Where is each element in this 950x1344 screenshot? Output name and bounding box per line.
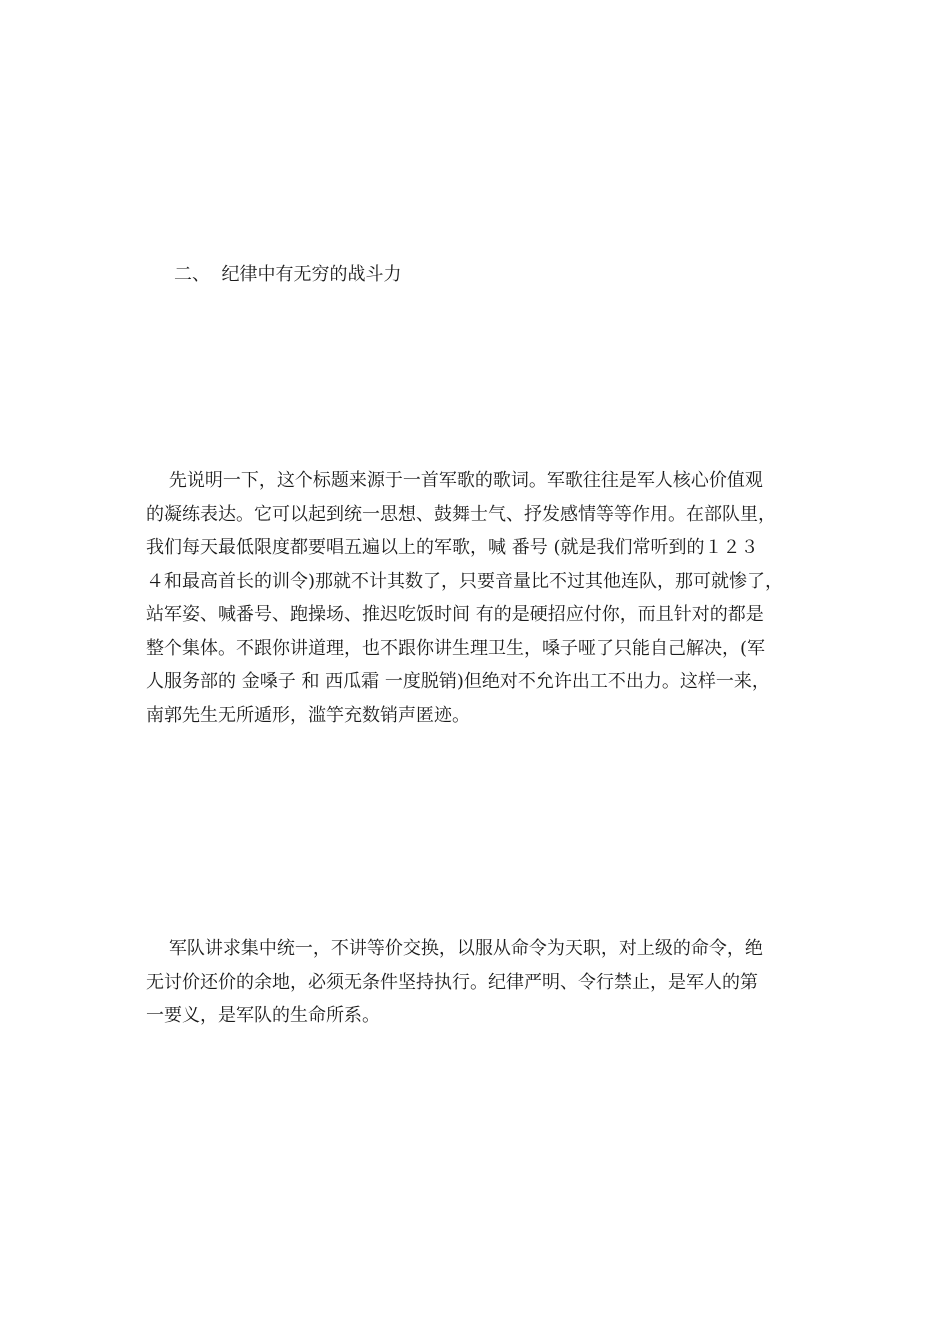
paragraph-1 — [146, 464, 816, 732]
section-heading: 二、 纪律中有无穷的战斗力 — [174, 264, 402, 285]
paragraph-line: 先说明一下，这个标题来源于一首军歌的歌词。军歌往往是军人核心价值观 — [146, 470, 763, 491]
paragraph-line: 整个集体。不跟你讲道理，也不跟你讲生理卫生，嗓子哑了只能自己解决，(军 — [146, 637, 766, 659]
paragraph-line: 人服务部的 金嗓子 和 西瓜霜 一度脱销)但绝对不允许出工不出力。这样一来， — [146, 671, 770, 692]
paragraph-line: 的凝练表达。它可以起到统一思想、鼓舞士气、抒发感情等等作用。在部队里， — [146, 503, 776, 525]
paragraph-line: 无讨价还价的余地，必须无条件坚持执行。纪律严明、令行禁止，是军人的第 — [146, 971, 758, 993]
paragraph-line: 一要义，是军队的生命所系。 — [146, 1005, 380, 1026]
paragraph-line: ４和最高首长的训令)那就不计其数了，只要音量比不过其他连队，那可就惨了， — [146, 570, 784, 592]
paragraph-line: 站军姿、喊番号、跑操场、推迟吃饭时间 有的是硬招应付你，而且针对的都是 — [146, 604, 764, 625]
paragraph-line: 南郭先生无所遁形，滥竽充数销声匿迹。 — [146, 704, 470, 726]
paragraph-2 — [146, 932, 816, 1033]
paragraph-line: 我们每天最低限度都要唱五遍以上的军歌，喊 番号 (就是我们常听到的１２３ — [146, 537, 759, 558]
paragraph-line: 军队讲求集中统一，不讲等价交换，以服从命令为天职，对上级的命令，绝 — [146, 938, 763, 959]
